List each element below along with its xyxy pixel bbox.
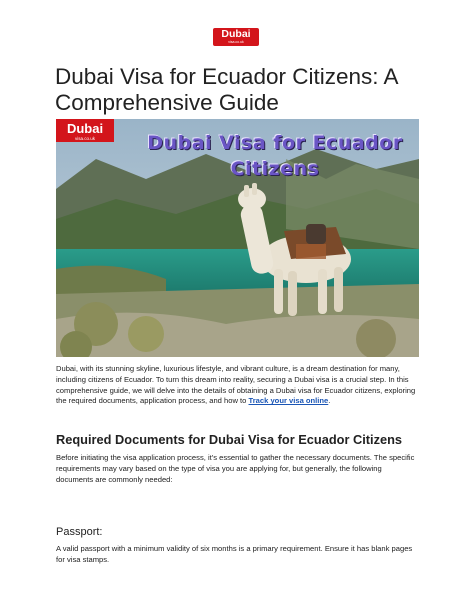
section-paragraph: Before initiating the visa application process, it's essential to gather the necessary documents. The specific requirements may vary based on the type of visa you are applying for, but generally, the following documents are commonly needed: [56, 453, 415, 484]
track-visa-link[interactable]: Track your visa online [248, 396, 329, 406]
intro-paragraph [56, 364, 420, 407]
brand-logo-sub: visa.co.uk [228, 40, 244, 44]
hero-overlay-line-1: Dubai Visa for Ecuador [147, 132, 403, 154]
hero-brand-logo-sub: visa.co.uk [74, 136, 95, 141]
hero-brand-logo-name: Dubai [66, 121, 104, 136]
hero-overlay-line-2: Citizens [230, 158, 320, 180]
section-heading: Required Documents for Dubai Visa for Ecuador Citizens [56, 432, 403, 447]
passport-subheading: Passport: [56, 526, 103, 538]
intro-text: Dubai, with its stunning skyline, luxurious lifestyle, and vibrant culture, is a dream destination for many, including citizens of Ecuador. To turn this dream into reality, securing a Dubai visa is a crucial step. In this comprehensive guide, we will delve into the details of obtaining a Dubai visa for Ecuador citizens, exploring the required documents, application process, and how to [56, 364, 416, 406]
brand-logo-name: Dubai [221, 28, 251, 40]
brand-logo [213, 28, 259, 46]
intro-end: . [328, 396, 331, 406]
hero-brand-logo [56, 119, 114, 142]
passport-paragraph: A valid passport with a minimum validity of six months is a primary requirement. Ensure it has blank pages for visa stamps. [56, 544, 413, 564]
page-title: Dubai Visa for Ecuador Citizens: A Comprehensive Guide [55, 64, 398, 115]
hero-overlay-title [130, 130, 420, 182]
